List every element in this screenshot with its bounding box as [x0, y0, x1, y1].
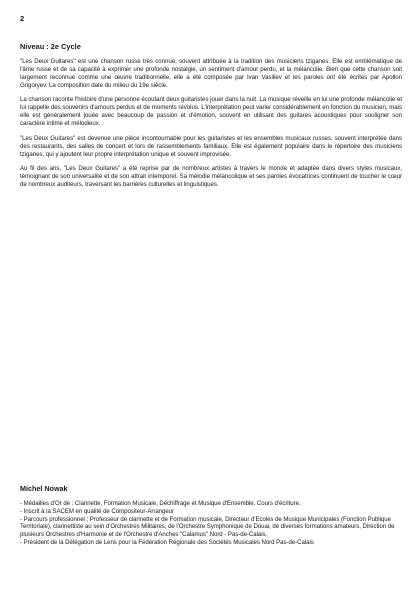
bio-list	[20, 500, 402, 547]
author-bio-section	[20, 484, 402, 547]
author-name: Michel Nowak	[20, 484, 68, 493]
level-heading: Niveau : 2e Cycle	[20, 42, 81, 51]
paragraph-intro: "Les Deux Guitares" est une chanson russe très connue, souvent attribuée à la tradition des musiciens tziganes. Elle est emblématique de l'âme russe et de sa capacité à exprimer une profonde nostalgie, un sentiment d'amour perdu, et la mélancolie. Bien que cette chanson soit largement reconnue comme une œuvre traditionnelle, elle a été composée par Ivan Vasiliev et les paroles ont été écrites par Apollon Grigoryev. La composition date du milieu du 19e siècle.	[20, 58, 402, 89]
paragraph-legacy: Au fil des ans, "Les Deux Guitares" a été reprise par de nombreux artistes à travers le monde et adaptée dans divers styles musicaux, témoignant de son universalité et de son attrait intemporel. Sa mélodie mélancolique et ses paroles évocatrices continuent de toucher le cœur de nombreux auditeurs, traversant les barrières culturelles et linguistiques.	[20, 165, 402, 189]
bio-item-sacem: - Inscrit à la SACEM en qualité de Compositeur-Arrangeur	[20, 507, 175, 515]
main-text-section	[20, 42, 402, 196]
bio-item-president: - Président de la Délégation de Lens pour la Fédération Régionale des Sociétés Musicales Nord Pas-de-Calais	[20, 538, 314, 546]
bio-item-medals: - Médailles d'Or de : Clarinette, Formation Musicale, Déchiffrage et Musique d'Ensemble, Cours d'écriture.	[20, 500, 301, 507]
paragraph-story: La chanson raconte l'histoire d'une personne écoutant deux guitaristes jouer dans la nuit. La musique réveille en lui une profonde mélancolie et lui rappelle des souvenirs d'amours perdus et de moments révolus. L'interprétation peut varier considérablement en fonction du musicien, mais elle est généralement jouée avec beaucoup de passion et d'émotion, souvent en utilisant des guitares acoustiques pour souligner son caractère intime et mélodieux.	[20, 96, 402, 128]
paragraph-popularity: "Les Deux Guitares" est devenue une pièce incontournable pour les guitaristes et les ensembles musicaux russes, souvent interprétée dans des restaurants, des salles de concert et lors de rassemblements familiaux. Elle est également populaire dans le répertoire des musiciens tziganes, qui y ajoutent leur propre interprétation unique et souvent improvisée.	[20, 134, 402, 158]
page-number: 2	[20, 14, 25, 23]
bio-item-career: - Parcours professionnel : Professeur de clarinette et de Formation musicale, Directeur d'Ecoles de Musique Municipales (Fonction Publique Territoriale), clarinettiste au sein d'Orchestres Militaires, de l'Orchestre Symphonique de Douai, de diverses formations amateurs, Direction de plusieurs Orchestres d'Harmonie et de l'Orchestre d'Anches "Calamus" Nord - Pas-de-Calais.	[20, 515, 395, 539]
